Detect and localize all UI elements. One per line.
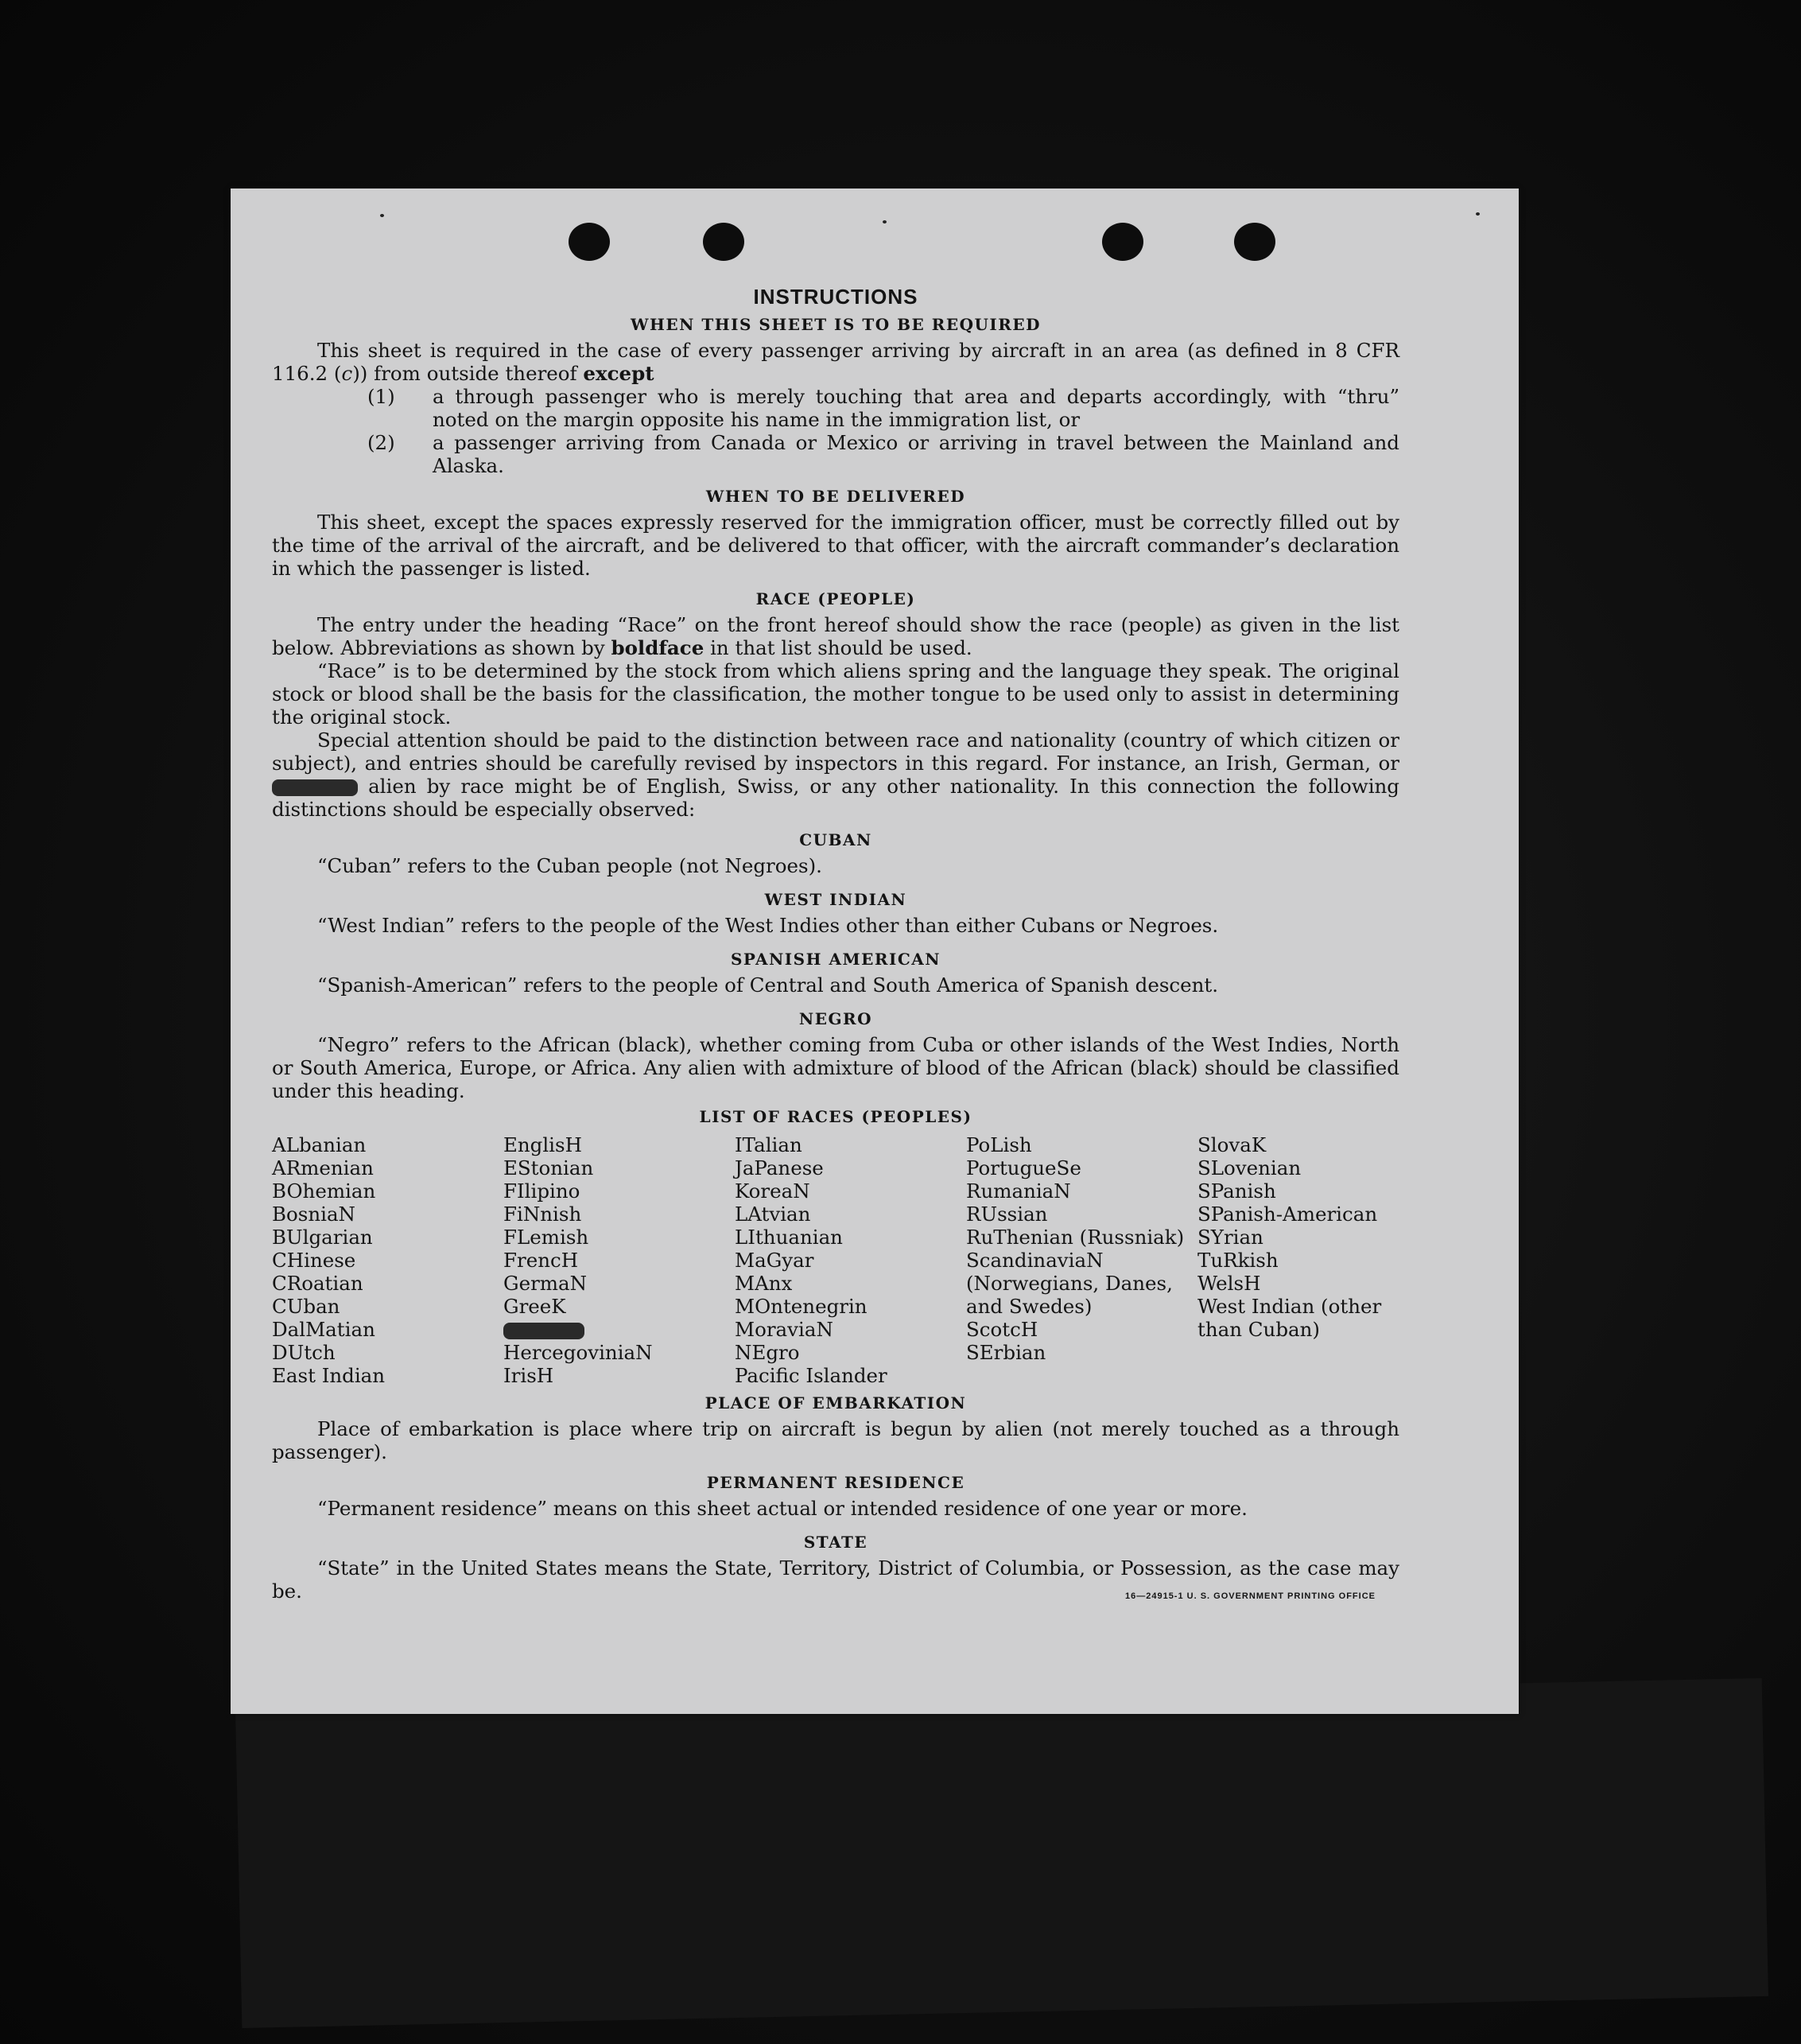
race-entry: SYrian bbox=[1197, 1226, 1263, 1249]
race-entry: JaPanese bbox=[735, 1156, 824, 1179]
race-paragraph: “Race” is to be determined by the stock from which aliens spring and the language they speak. The original stock or blood shall be the basis for the classification, the mother tongue to be used only to assist in determining the original stock. bbox=[272, 659, 1399, 729]
embarkation-text: Place of embarkation is place where trip on aircraft is begun by alien (not merely touched as a through passenger). bbox=[272, 1417, 1399, 1463]
race-entry: SLovenian bbox=[1197, 1156, 1302, 1179]
race-entry: IrisH bbox=[503, 1364, 554, 1387]
punch-hole bbox=[569, 223, 610, 261]
race-entry: CRoatian bbox=[272, 1272, 363, 1295]
required-intro: This sheet is required in the case of every passenger arriving by aircraft in an area (as defined in 8 CFR 116.2 (c)) from outside thereof except bbox=[272, 339, 1399, 385]
punch-hole bbox=[703, 223, 744, 261]
speck bbox=[883, 220, 887, 223]
race-entry: LAtvian bbox=[735, 1203, 811, 1226]
race-entry: CHinese bbox=[272, 1249, 356, 1272]
race-paragraph: The entry under the heading “Race” on the front hereof should show the race (people) as given in the list below. Abbreviations as shown by boldface in that list should be used. bbox=[272, 613, 1399, 659]
redaction-mark bbox=[503, 1323, 584, 1339]
race-entry: ScandinaviaN (Norwegians, Danes, and Swedes) bbox=[966, 1249, 1173, 1318]
delivered-text: This sheet, except the spaces expressly reserved for the immigration officer, must be correctly filled out by the time of the arrival of the aircraft, and be delivered to that officer, with the aircraft commander’s declaration in which the passenger is listed. bbox=[272, 511, 1399, 580]
section-heading-state: STATE bbox=[803, 1533, 868, 1552]
section-heading-embarkation: PLACE OF EMBARKATION bbox=[704, 1393, 967, 1413]
race-entry: ARmenian bbox=[272, 1156, 374, 1179]
race-column bbox=[735, 1133, 966, 1387]
race-entry: FrencH bbox=[503, 1249, 579, 1272]
race-entry: PoLish bbox=[966, 1133, 1032, 1156]
race-entry: GreeK bbox=[503, 1295, 566, 1318]
section-heading-negro: NEGRO bbox=[798, 1009, 873, 1028]
exception-item: (2) a passenger arriving from Canada or Mexico or arriving in travel between the Mainland and Alaska. bbox=[367, 431, 1399, 477]
race-entry: CUban bbox=[272, 1295, 340, 1318]
state-text: “State” in the United States means the State, Territory, District of Columbia, or Possession, as the case may be. bbox=[272, 1556, 1399, 1603]
race-entry: NEgro bbox=[735, 1341, 800, 1364]
race-entry: BosniaN bbox=[272, 1203, 355, 1226]
race-entry: SPanish bbox=[1197, 1179, 1276, 1203]
race-entry: MoraviaN bbox=[735, 1318, 833, 1341]
speck bbox=[380, 214, 384, 217]
race-entry: West Indian (other than Cuban) bbox=[1197, 1295, 1382, 1341]
race-entry: FLemish bbox=[503, 1226, 589, 1249]
instructions-content bbox=[272, 286, 1399, 1603]
race-entry: MOntenegrin bbox=[735, 1295, 868, 1318]
race-entry: DalMatian bbox=[272, 1318, 375, 1341]
printing-office-imprint: 16—24915-1 U. S. GOVERNMENT PRINTING OFFICE bbox=[1124, 1591, 1376, 1601]
race-entry: SPanish-American bbox=[1197, 1203, 1378, 1226]
section-heading-residence: PERMANENT RESIDENCE bbox=[706, 1473, 965, 1492]
race-entry: WelsH bbox=[1197, 1272, 1261, 1295]
punch-hole bbox=[1234, 223, 1275, 261]
race-entry: ALbanian bbox=[272, 1133, 367, 1156]
document-page bbox=[231, 188, 1519, 1714]
race-entry: RuThenian (Russniak) bbox=[966, 1226, 1185, 1249]
race-entry: EnglisH bbox=[503, 1133, 582, 1156]
race-column bbox=[966, 1133, 1197, 1387]
race-entry: DUtch bbox=[272, 1341, 336, 1364]
cuban-text: “Cuban” refers to the Cuban people (not Negroes). bbox=[317, 854, 822, 877]
exception-item: (1) a through passenger who is merely touching that area and departs accordingly, with “thru” noted on the margin opposite his name in the immigration list, or bbox=[367, 385, 1399, 431]
underlying-sheet bbox=[235, 1678, 1768, 2028]
race-column bbox=[1197, 1133, 1399, 1387]
race-entry: ScotcH bbox=[966, 1318, 1038, 1341]
race-entry: TuRkish bbox=[1197, 1249, 1279, 1272]
race-column bbox=[503, 1133, 735, 1387]
race-entry: RUssian bbox=[966, 1203, 1048, 1226]
race-entry: East Indian bbox=[272, 1364, 386, 1387]
race-entry: MaGyar bbox=[735, 1249, 814, 1272]
section-heading-race: RACE (PEOPLE) bbox=[755, 589, 916, 608]
section-heading-delivered: WHEN TO BE DELIVERED bbox=[705, 487, 966, 506]
race-entry: ITalian bbox=[735, 1133, 802, 1156]
negro-text: “Negro” refers to the African (black), whether coming from Cuba or other islands of the West Indies, North or South America, Europe, or Africa. Any alien with admixture of blood of the African (black) should be classified under this heading. bbox=[272, 1033, 1399, 1102]
race-entry: RumaniaN bbox=[966, 1179, 1071, 1203]
section-heading-cuban: CUBAN bbox=[799, 830, 872, 849]
race-entry: SlovaK bbox=[1197, 1133, 1267, 1156]
race-entry: KoreaN bbox=[735, 1179, 810, 1203]
speck bbox=[1476, 212, 1480, 216]
race-entry: SErbian bbox=[966, 1341, 1046, 1364]
state-block bbox=[272, 1556, 1399, 1603]
redaction-mark bbox=[272, 779, 358, 796]
race-entry: BUlgarian bbox=[272, 1226, 373, 1249]
section-heading-spanish-american: SPANISH AMERICAN bbox=[730, 950, 941, 969]
race-entry-redacted bbox=[503, 1318, 735, 1341]
race-entry: PortugueSe bbox=[966, 1156, 1081, 1179]
residence-text: “Permanent residence” means on this sheet actual or intended residence of one year or more. bbox=[317, 1497, 1248, 1520]
race-entry: GermaN bbox=[503, 1272, 588, 1295]
punch-hole bbox=[1102, 223, 1143, 261]
race-entry: MAnx bbox=[735, 1272, 793, 1295]
section-heading-required: WHEN THIS SHEET IS TO BE REQUIRED bbox=[631, 315, 1041, 334]
race-entry: HercegoviniaN bbox=[503, 1341, 653, 1364]
section-heading-list: LIST OF RACES (PEOPLES) bbox=[699, 1107, 972, 1126]
race-entry: EStonian bbox=[503, 1156, 594, 1179]
race-entry: LIthuanian bbox=[735, 1226, 843, 1249]
race-entry: FIlipino bbox=[503, 1179, 580, 1203]
race-entry: BOhemian bbox=[272, 1179, 376, 1203]
spanish-american-text: “Spanish-American” refers to the people of Central and South America of Spanish descent. bbox=[317, 973, 1219, 997]
race-paragraph: Special attention should be paid to the distinction between race and nationality (country of which citizen or subject), and entries should be carefully revised by inspectors in this regard. For instance, an Irish, German, or alien by race might be of English, Swiss, or any other nationality. In this connection the following distinctions should be especially observed: bbox=[272, 729, 1399, 821]
race-list bbox=[272, 1133, 1399, 1387]
page-title: INSTRUCTIONS bbox=[753, 285, 918, 309]
race-entry: Pacific Islander bbox=[735, 1364, 887, 1387]
section-heading-west-indian: WEST INDIAN bbox=[764, 890, 907, 909]
west-indian-text: “West Indian” refers to the people of the West Indies other than either Cubans or Negroes. bbox=[317, 914, 1219, 937]
race-column bbox=[272, 1133, 503, 1387]
race-entry: FiNnish bbox=[503, 1203, 582, 1226]
